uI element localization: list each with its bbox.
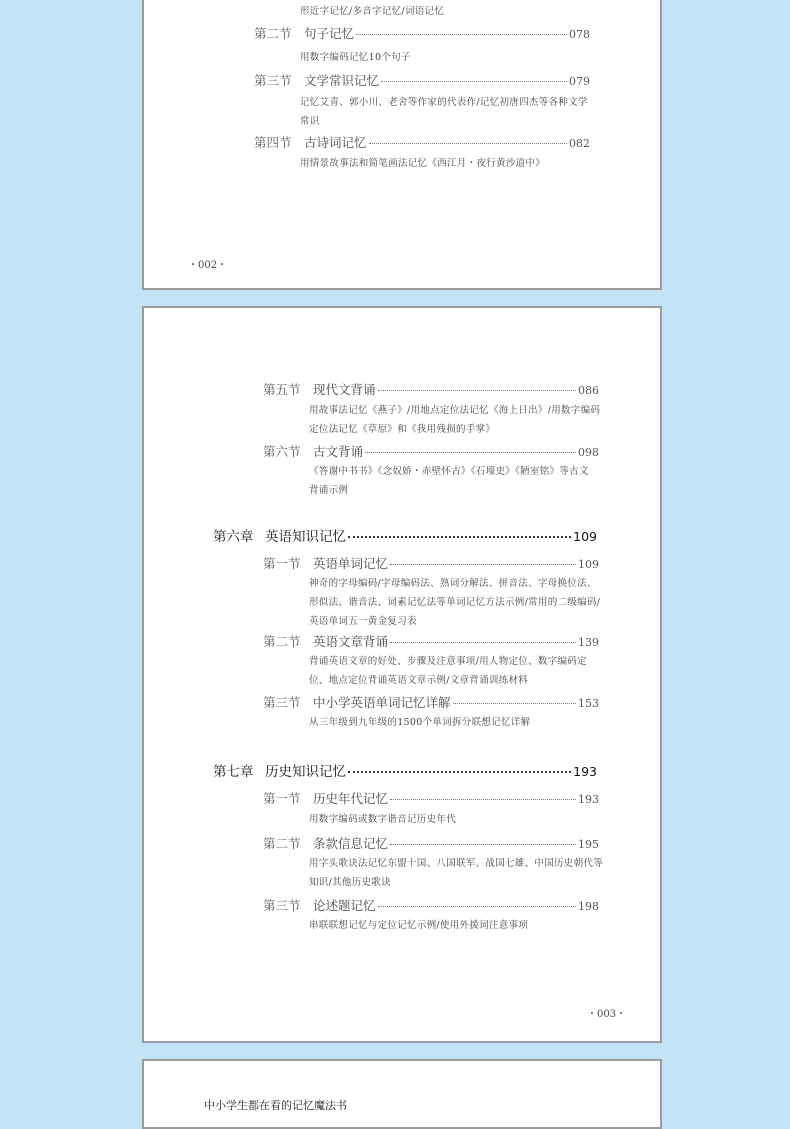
section-title: 古诗词记忆 (304, 135, 367, 150)
section-number: 第四节 (254, 135, 292, 150)
section-title: 论述题记忆 (313, 898, 376, 913)
section-description: 用字头歌诀法记忆东盟十国、八国联军、战国七雄、中国历史朝代等 知识/其他历史歌诀 (309, 858, 604, 888)
dot-leader (381, 81, 567, 82)
section-description: 用数字编码记忆10个句子 (300, 52, 411, 63)
section-title: 文学常识记忆 (304, 73, 380, 88)
toc-entry-section[interactable] (254, 24, 590, 42)
section-number: 第一节 (263, 556, 301, 571)
toc-entry-section[interactable] (263, 380, 599, 398)
section-title: 英语单词记忆 (313, 556, 389, 571)
toc-entry-chapter[interactable] (213, 525, 597, 545)
section-number: 第二节 (254, 26, 292, 41)
section-page: 079 (569, 75, 590, 88)
toc-entry-section[interactable] (263, 693, 599, 711)
section-title: 条款信息记忆 (313, 836, 389, 851)
section-number: 第三节 (263, 898, 301, 913)
chapter-page: 193 (573, 764, 597, 779)
toc-entry-section[interactable] (254, 71, 590, 89)
section-description: 神奇的字母编码/字母编码法、熟词分解法、拼音法、字母换位法、 形似法、谐音法、词素记忆法等单词记忆方法示例/常用的二级编码/ 英语单词五一黄金复习表 (309, 578, 601, 627)
section-page: 078 (569, 28, 590, 41)
chapter-number: 第六章 (213, 529, 254, 545)
toc-entry-section[interactable] (263, 442, 599, 460)
toc-entry-section[interactable] (263, 834, 599, 852)
dot-leader (365, 452, 576, 453)
section-description: 记忆艾青、郭小川、老舍等作家的代表作/记忆初唐四杰等各种文学 常识 (300, 97, 588, 127)
section-page: 198 (578, 900, 599, 913)
dot-leader (390, 564, 576, 565)
section-title: 现代文背诵 (313, 382, 376, 397)
dot-leader (356, 34, 567, 35)
section-description: 串联联想记忆与定位记忆示例/使用外援词注意事项 (309, 920, 529, 931)
dot-leader (390, 642, 576, 643)
section-number: 第六节 (263, 444, 301, 459)
running-header: 中小学生都在看的记忆魔法书 (204, 1099, 347, 1112)
book-page-003 (142, 306, 662, 1043)
section-number: 第三节 (254, 73, 292, 88)
section-page: 086 (578, 384, 599, 397)
dot-leader (378, 906, 576, 907)
dot-leader (369, 143, 567, 144)
toc-entry-section[interactable] (263, 554, 599, 572)
section-description: 形近字记忆/多音字记忆/词语记忆 (300, 6, 445, 17)
toc-entry-section[interactable] (263, 896, 599, 914)
section-title: 英语文章背诵 (313, 634, 389, 649)
page-number: ・002・ (188, 260, 228, 271)
toc-entry-section[interactable] (263, 632, 599, 650)
section-page: 139 (578, 636, 599, 649)
dot-leader (390, 844, 576, 845)
section-title: 中小学英语单词记忆详解 (313, 695, 451, 710)
book-page-next (142, 1059, 662, 1129)
section-description: 从三年级到九年级的1500个单词拆分联想记忆详解 (309, 717, 531, 728)
section-title: 句子记忆 (304, 26, 355, 41)
toc-entry-section[interactable] (254, 133, 590, 151)
dot-leader (348, 771, 571, 773)
section-description: 《答谢中书书》《念奴娇・赤壁怀古》《石壕吏》《陋室铭》等古文 背诵示例 (309, 466, 589, 496)
chapter-title: 历史知识记忆 (265, 764, 346, 780)
toc-entry-chapter[interactable] (213, 760, 597, 780)
dot-leader (348, 536, 571, 538)
dot-leader (453, 703, 576, 704)
section-number: 第二节 (263, 836, 301, 851)
section-page: 193 (578, 793, 599, 806)
dot-leader (378, 390, 576, 391)
section-description: 用数字编码或数字谐音记历史年代 (309, 814, 457, 825)
section-page: 153 (578, 697, 599, 710)
section-title: 历史年代记忆 (313, 791, 389, 806)
section-page: 109 (578, 558, 599, 571)
section-number: 第一节 (263, 791, 301, 806)
toc-entry-section[interactable] (263, 789, 599, 807)
dot-leader (390, 799, 576, 800)
section-number: 第五节 (263, 382, 301, 397)
chapter-title: 英语知识记忆 (265, 529, 346, 545)
section-page: 082 (569, 137, 590, 150)
book-page-002 (142, 0, 662, 290)
section-description: 用故事法记忆《燕子》/用地点定位法记忆《海上日出》/用数字编码 定位法记忆《草原》和《我用残损的手掌》 (309, 405, 601, 435)
section-page: 098 (578, 446, 599, 459)
section-description: 用情景故事法和简笔画法记忆《西江月・夜行黄沙道中》 (300, 158, 546, 169)
section-title: 古文背诵 (313, 444, 364, 459)
chapter-page: 109 (573, 529, 597, 544)
section-description: 背诵英语文章的好处、步骤及注意事项/用人物定位、数字编码定 位、地点定位背诵英语文章示例/文章背诵训练材料 (309, 656, 587, 686)
chapter-number: 第七章 (213, 764, 254, 780)
page-number: ・003・ (587, 1009, 627, 1020)
section-number: 第二节 (263, 634, 301, 649)
section-page: 195 (578, 838, 599, 851)
section-number: 第三节 (263, 695, 301, 710)
